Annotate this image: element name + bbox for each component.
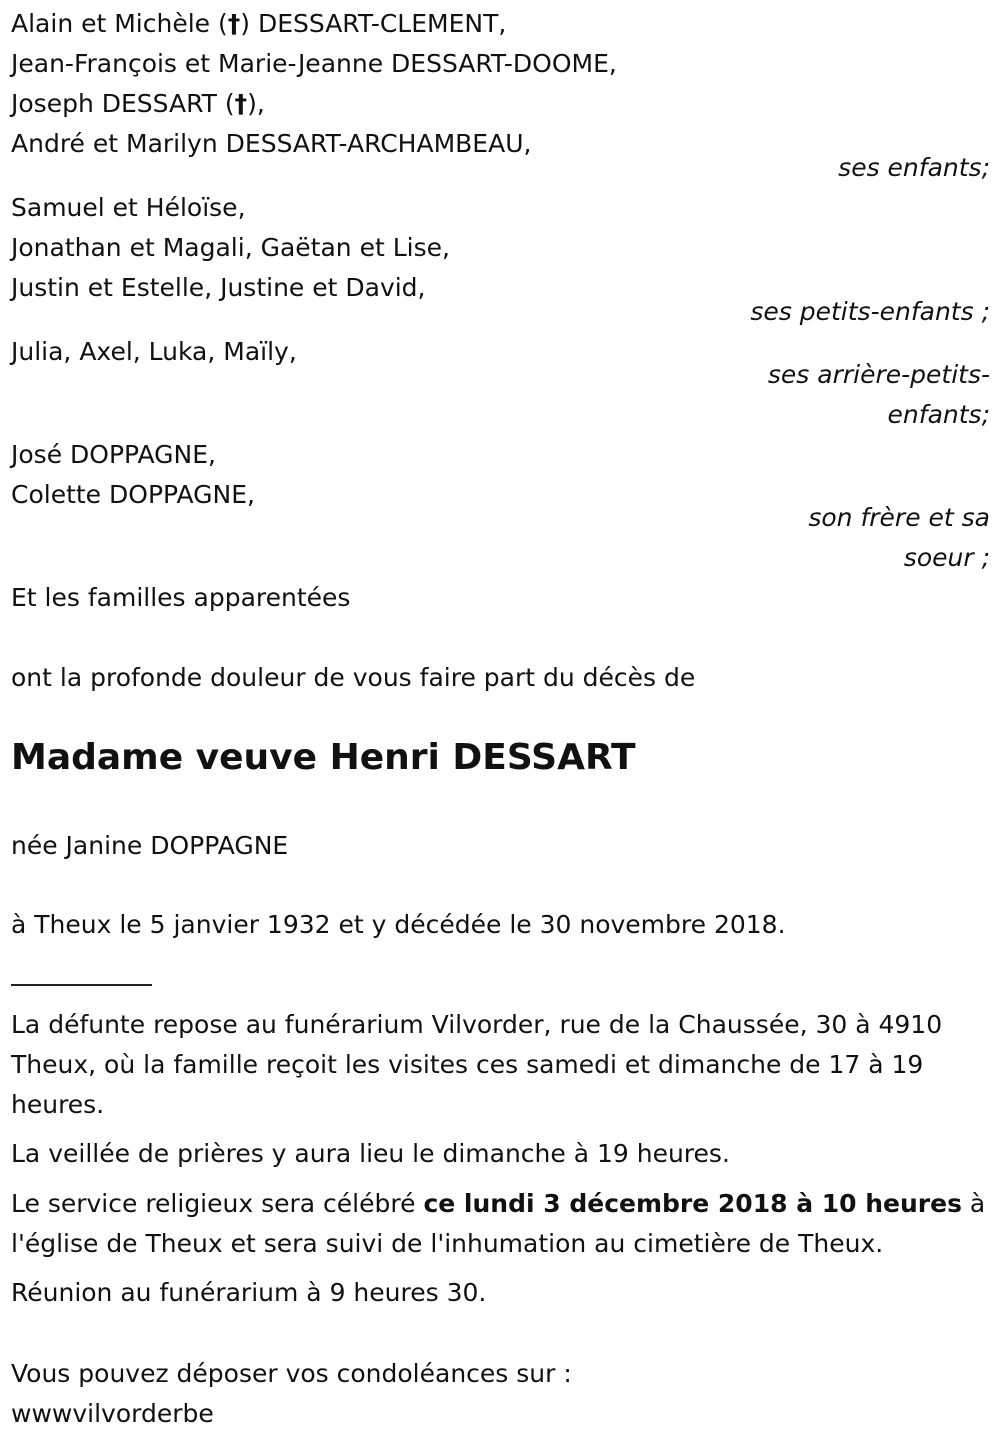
condolences-text: Vous pouvez déposer vos condoléances sur : (11, 1359, 572, 1388)
sibling-line-jose: José DOPPAGNE, (11, 440, 216, 469)
child-line-andre: André et Marilyn DESSART-ARCHAMBEAU, (11, 129, 532, 158)
condolences-link[interactable]: wwwvilvorderbe (11, 1399, 214, 1428)
grandchild-line-1: Samuel et Héloïse, (11, 193, 246, 222)
sibling-line-colette: Colette DOPPAGNE, (11, 480, 255, 509)
service-date: ce lundi 3 décembre 2018 à 10 heures (423, 1189, 962, 1218)
role-great-grandchildren-2: enfants; (887, 400, 990, 429)
repose-paragraph: La défunte repose au funérarium Vilvorder, rue de la Chaussée, 30 à 4910 Theux, où la famille reçoit les visites ces samedi et dimanche de 17 à 19 heures. (11, 1010, 943, 1119)
related-families: Et les familles apparentées (11, 583, 351, 612)
maiden-name: née Janine DOPPAGNE (11, 831, 289, 860)
cross-icon: † (234, 89, 248, 118)
great-grandchild-line: Julia, Axel, Luka, Maïly, (11, 337, 297, 366)
announcement-text: ont la profonde douleur de vous faire part du décès de (11, 663, 696, 692)
role-great-grandchildren-1: ses arrière-petits- (767, 360, 990, 389)
grandchild-line-2: Jonathan et Magali, Gaëtan et Lise, (11, 233, 450, 262)
meeting-paragraph: Réunion au funérarium à 9 heures 30. (11, 1278, 487, 1307)
child-line-joseph: Joseph DESSART (†), (11, 89, 265, 118)
cross-icon: † (227, 9, 241, 38)
role-siblings-1: son frère et sa (808, 503, 990, 532)
role-children: ses enfants; (838, 153, 990, 182)
child-line-alain: Alain et Michèle (†) DESSART-CLEMENT, (11, 9, 507, 38)
role-grandchildren: ses petits-enfants ; (750, 297, 990, 326)
role-siblings-2: soeur ; (903, 543, 990, 572)
service-paragraph: Le service religieux sera célébré ce lundi 3 décembre 2018 à 10 heures à l'église de Theux et sera suivi de l'inhumation au cimetière de Theux. (11, 1189, 986, 1258)
deceased-name: Madame veuve Henri DESSART (11, 737, 636, 778)
vigil-paragraph: La veillée de prières y aura lieu le dimanche à 19 heures. (11, 1139, 730, 1168)
divider (11, 984, 152, 986)
child-line-jean-francois: Jean-François et Marie-Jeanne DESSART-DOOME, (11, 49, 617, 78)
grandchild-line-3: Justin et Estelle, Justine et David, (11, 273, 426, 302)
birth-death-text: à Theux le 5 janvier 1932 et y décédée le 30 novembre 2018. (11, 910, 786, 939)
